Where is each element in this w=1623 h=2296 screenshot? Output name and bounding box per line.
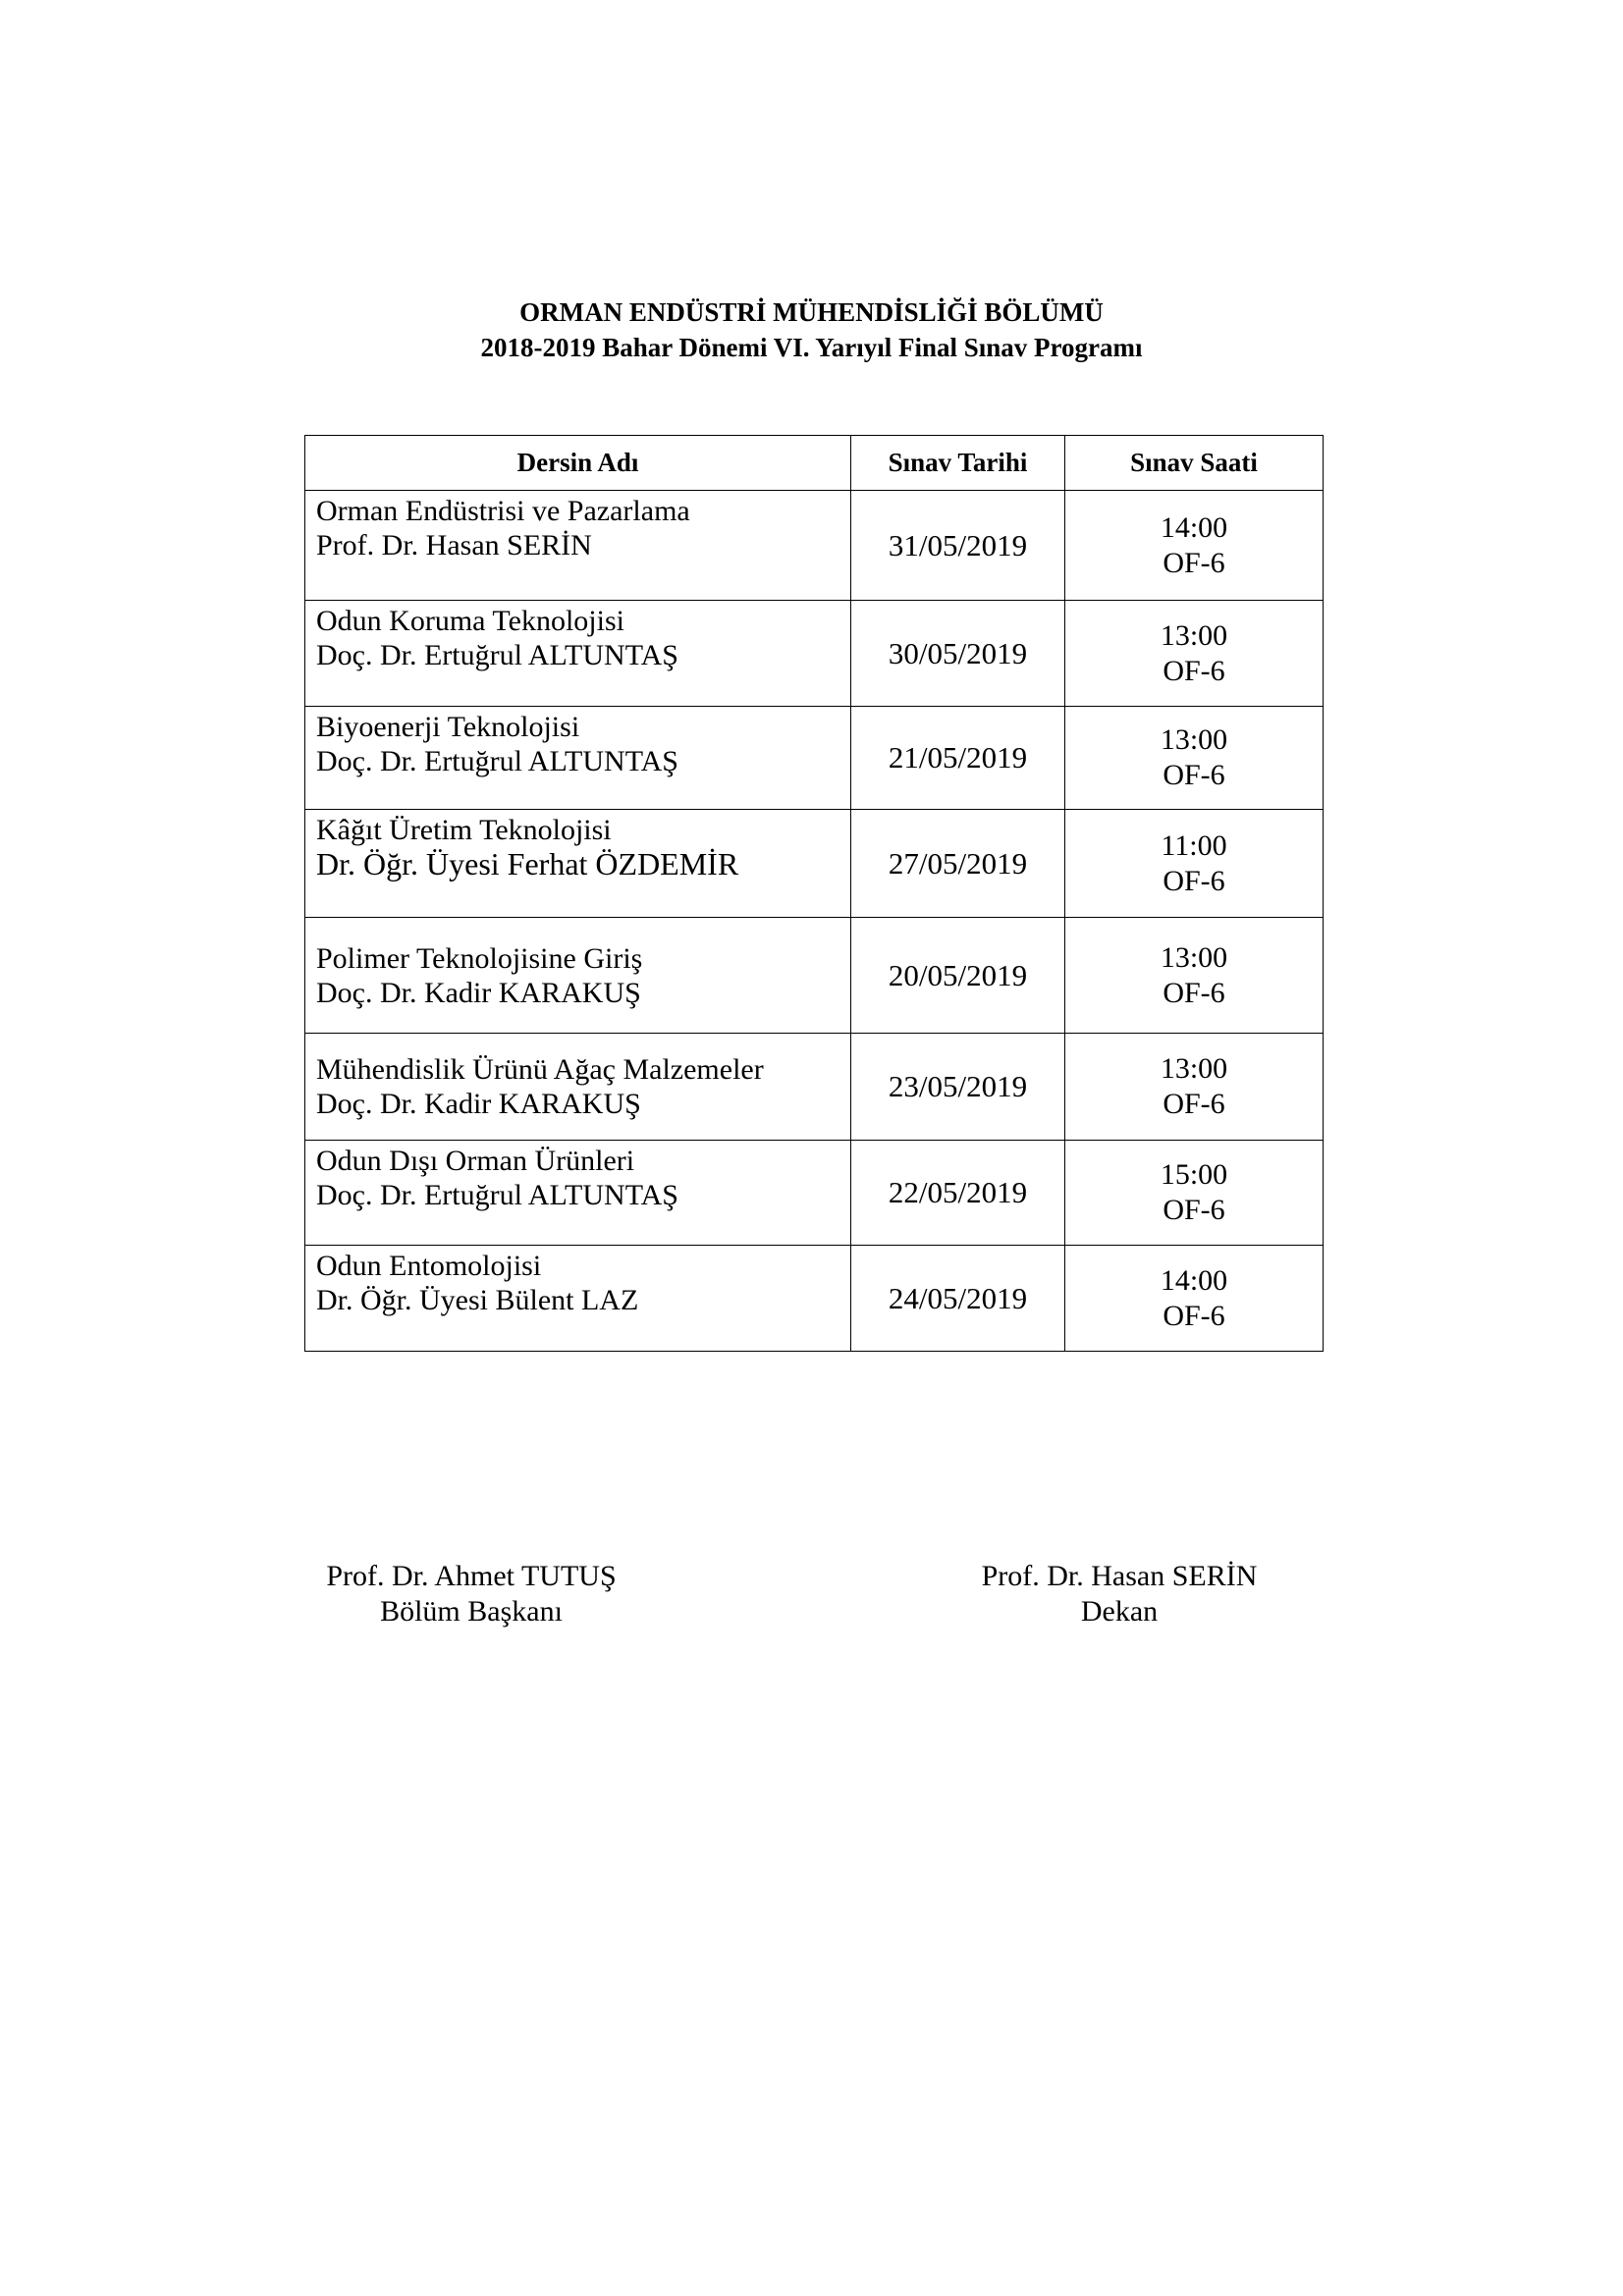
exam-date: 27/05/2019 (851, 810, 1065, 918)
column-header-date: Sınav Tarihi (851, 436, 1065, 491)
signature-department-head (295, 1559, 648, 1629)
exam-time: 11:00 (1161, 828, 1227, 862)
exam-time: 13:00 (1160, 1052, 1228, 1085)
course-cell (305, 601, 851, 707)
table-row (305, 707, 1324, 810)
lecturer-name: Doç. Dr. Kadir KARAKUŞ (316, 976, 641, 1009)
exam-room: OF-6 (1163, 864, 1225, 897)
exam-room: OF-6 (1163, 1194, 1225, 1226)
table-row (305, 601, 1324, 707)
signatory-name: Prof. Dr. Ahmet TUTUŞ (326, 1560, 617, 1592)
course-name: Kâğıt Üretim Teknolojisi (316, 814, 612, 846)
exam-time: 14:00 (1160, 1263, 1228, 1297)
course-cell (305, 1141, 851, 1246)
course-cell (305, 1034, 851, 1141)
time-cell (1065, 1034, 1324, 1141)
exam-room: OF-6 (1163, 546, 1225, 579)
course-name: Orman Endüstrisi ve Pazarlama (316, 495, 690, 527)
course-name: Polimer Teknolojisine Giriş (316, 941, 643, 975)
course-cell (305, 707, 851, 810)
exam-date: 20/05/2019 (851, 918, 1065, 1034)
document-header (0, 294, 1623, 365)
course-name: Odun Entomolojisi (316, 1250, 542, 1282)
table-row (305, 918, 1324, 1034)
exam-room: OF-6 (1163, 759, 1225, 791)
exam-time: 13:00 (1160, 940, 1228, 974)
exam-room: OF-6 (1163, 1088, 1225, 1120)
time-cell (1065, 1141, 1324, 1246)
lecturer-name: Dr. Öğr. Üyesi Bülent LAZ (316, 1284, 639, 1316)
table-row (305, 1141, 1324, 1246)
signatory-title: Dekan (1080, 1595, 1159, 1628)
exam-time: 14:00 (1160, 510, 1228, 544)
lecturer-name: Doç. Dr. Kadir KARAKUŞ (316, 1088, 641, 1120)
course-cell (305, 1246, 851, 1352)
program-title: 2018-2019 Bahar Dönemi VI. Yarıyıl Final Sınav Programı (480, 333, 1143, 362)
lecturer-name: Prof. Dr. Hasan SERİN (316, 529, 592, 561)
signature-dean (943, 1559, 1296, 1629)
time-cell (1065, 491, 1324, 601)
column-header-course: Dersin Adı (305, 436, 851, 491)
table-row (305, 491, 1324, 601)
department-title: ORMAN ENDÜSTRİ MÜHENDİSLİĞİ BÖLÜMÜ (519, 297, 1104, 327)
exam-time: 13:00 (1160, 618, 1228, 652)
exam-date: 24/05/2019 (851, 1246, 1065, 1352)
exam-schedule-table (304, 435, 1324, 1352)
time-cell (1065, 918, 1324, 1034)
lecturer-name: Doç. Dr. Ertuğrul ALTUNTAŞ (316, 745, 678, 777)
course-name: Odun Koruma Teknolojisi (316, 605, 624, 637)
course-cell (305, 810, 851, 918)
lecturer-name: Doç. Dr. Ertuğrul ALTUNTAŞ (316, 639, 678, 671)
table-header-row (305, 436, 1324, 491)
course-cell (305, 491, 851, 601)
exam-room: OF-6 (1163, 976, 1225, 1009)
exam-room: OF-6 (1163, 654, 1225, 687)
time-cell (1065, 810, 1324, 918)
signatory-name: Prof. Dr. Hasan SERİN (981, 1560, 1258, 1592)
course-name: Mühendislik Ürünü Ağaç Malzemeler (316, 1053, 764, 1086)
lecturer-name: Dr. Öğr. Üyesi Ferhat ÖZDEMİR (316, 846, 739, 881)
exam-time: 13:00 (1160, 723, 1228, 756)
course-name: Biyoenerji Teknolojisi (316, 711, 580, 743)
exam-date: 21/05/2019 (851, 707, 1065, 810)
table-row (305, 1246, 1324, 1352)
lecturer-name: Doç. Dr. Ertuğrul ALTUNTAŞ (316, 1179, 678, 1211)
exam-date: 22/05/2019 (851, 1141, 1065, 1246)
exam-date: 23/05/2019 (851, 1034, 1065, 1141)
column-header-time: Sınav Saati (1065, 436, 1324, 491)
exam-time: 15:00 (1160, 1158, 1228, 1191)
exam-room: OF-6 (1163, 1299, 1225, 1332)
table-row (305, 1034, 1324, 1141)
signatory-title: Bölüm Başkanı (380, 1595, 563, 1628)
exam-date: 31/05/2019 (851, 491, 1065, 601)
table-row (305, 810, 1324, 918)
time-cell (1065, 601, 1324, 707)
exam-date: 30/05/2019 (851, 601, 1065, 707)
course-cell (305, 918, 851, 1034)
time-cell (1065, 1246, 1324, 1352)
time-cell (1065, 707, 1324, 810)
course-name: Odun Dışı Orman Ürünleri (316, 1145, 635, 1177)
